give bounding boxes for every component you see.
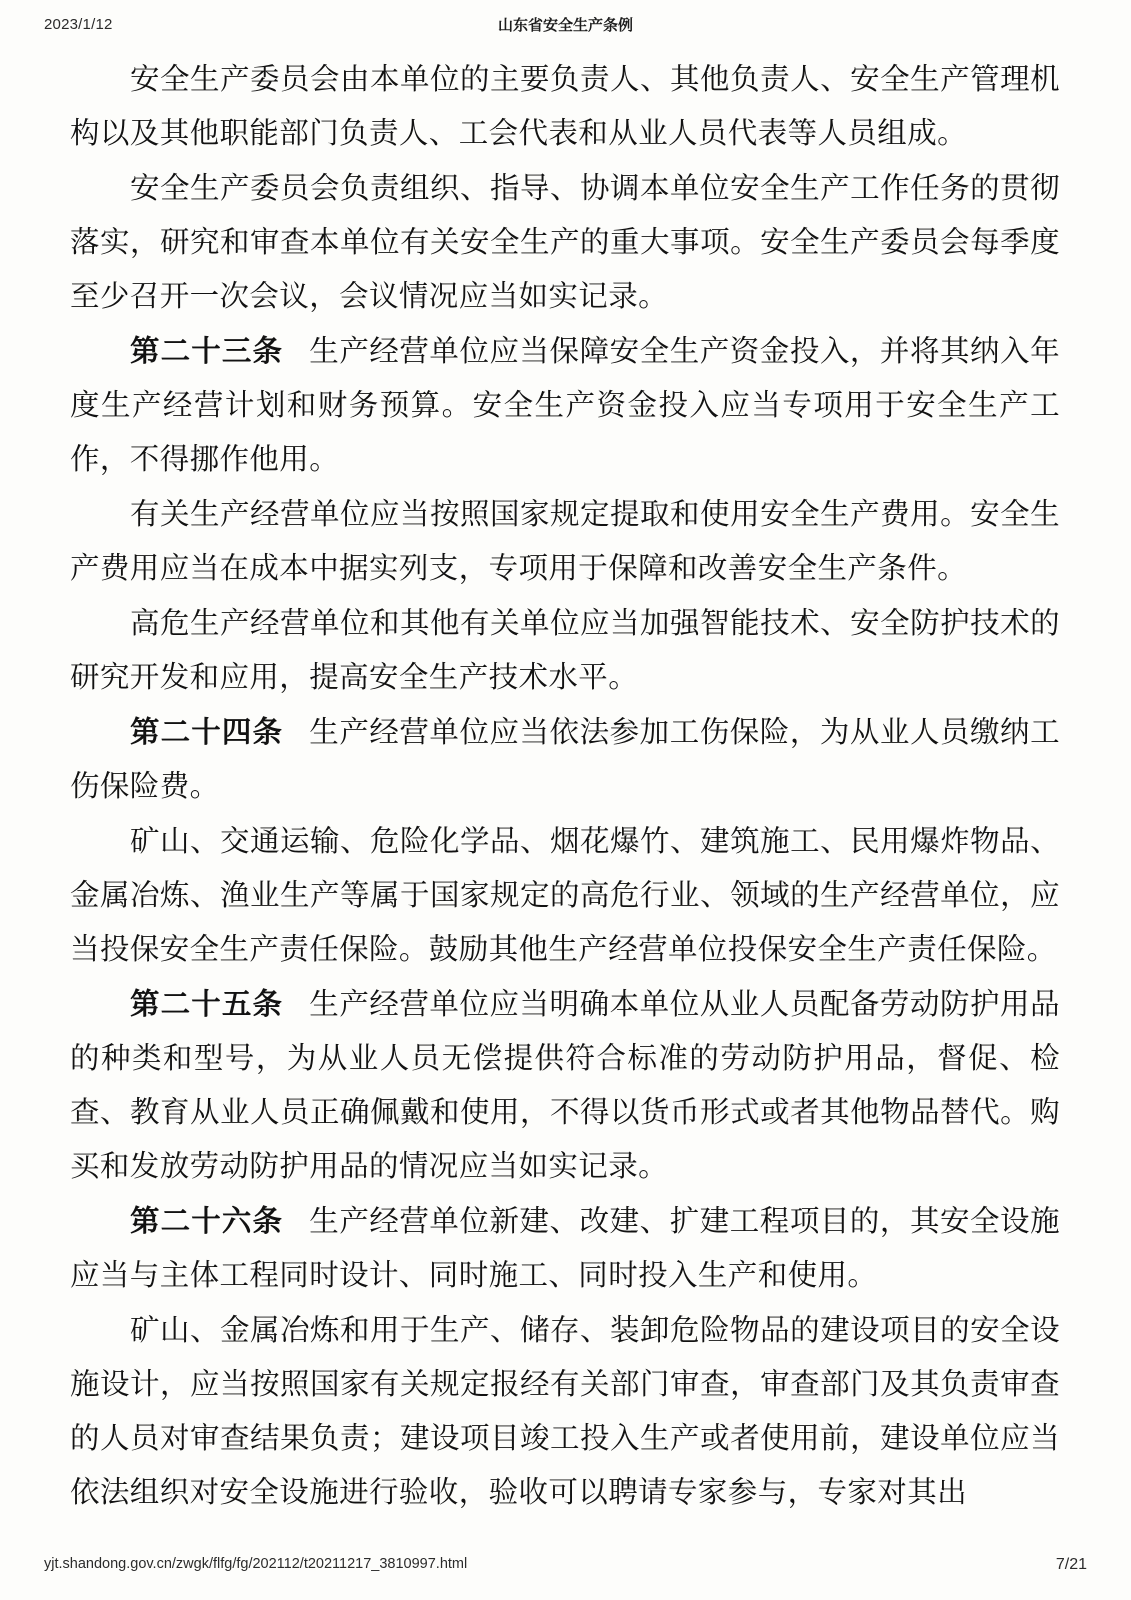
- article-paragraph: [70, 705, 1060, 813]
- header-title: 山东省安全生产条例: [497, 16, 633, 34]
- article-number: 第二十六条: [130, 1203, 284, 1238]
- source-url[interactable]: yjt.shandong.gov.cn/zwgk/flfg/fg/202112/t20211217_3810997.html: [44, 1556, 468, 1572]
- paragraph-text: 高危生产经营单位和其他有关单位应当加强智能技术、安全防护技术的研究开发和应用，提高安全生产技术水平。: [70, 606, 1060, 694]
- paragraph: [70, 487, 1060, 595]
- paragraph: [70, 1303, 1060, 1519]
- article-paragraph: [70, 977, 1060, 1193]
- paragraph-text: 安全生产委员会由本单位的主要负责人、其他负责人、安全生产管理机构以及其他职能部门负责人、工会代表和从业人员代表等人员组成。: [70, 62, 1060, 150]
- paragraph-text: 矿山、交通运输、危险化学品、烟花爆竹、建筑施工、民用爆炸物品、金属冶炼、渔业生产等属于国家规定的高危行业、领域的生产经营单位，应当投保安全生产责任保险。鼓励其他生产经营单位投保安全生产责任保险。: [70, 824, 1060, 966]
- paragraph: [70, 161, 1060, 323]
- article-number: 第二十四条: [130, 714, 284, 749]
- paragraph-text: 生产经营单位应当明确本单位从业人员配备劳动防护用品的种类和型号，为从业人员无偿提供符合标准的劳动防护用品，督促、检查、教育从业人员正确佩戴和使用，不得以货币形式或者其他物品替代。购买和发放劳动防护用品的情况应当如实记录。: [70, 987, 1060, 1183]
- paragraph-text: 有关生产经营单位应当按照国家规定提取和使用安全生产费用。安全生产费用应当在成本中据实列支，专项用于保障和改善安全生产条件。: [70, 497, 1060, 585]
- header-date: 2023/1/12: [44, 16, 113, 33]
- page-number: 7/21: [1055, 1556, 1087, 1573]
- paragraph-text: 生产经营单位应当依法参加工伤保险，为从业人员缴纳工伤保险费。: [70, 715, 1060, 803]
- paragraph: [70, 52, 1060, 160]
- page-footer: [0, 1556, 1131, 1578]
- page-header: [0, 14, 1131, 38]
- paragraph-text: 生产经营单位应当保障安全生产资金投入，并将其纳入年度生产经营计划和财务预算。安全生产资金投入应当专项用于安全生产工作，不得挪作他用。: [70, 334, 1060, 476]
- paragraph-text: 安全生产委员会负责组织、指导、协调本单位安全生产工作任务的贯彻落实，研究和审查本单位有关安全生产的重大事项。安全生产委员会每季度至少召开一次会议，会议情况应当如实记录。: [70, 171, 1060, 313]
- document-body: [70, 52, 1060, 1520]
- paragraph: [70, 596, 1060, 704]
- article-number: 第二十三条: [130, 333, 284, 368]
- paragraph: [70, 814, 1060, 976]
- article-paragraph: [70, 324, 1060, 486]
- article-paragraph: [70, 1194, 1060, 1302]
- paragraph-text: 矿山、金属冶炼和用于生产、储存、装卸危险物品的建设项目的安全设施设计，应当按照国家有关规定报经有关部门审查，审查部门及其负责审查的人员对审查结果负责；建设项目竣工投入生产或者使用前，建设单位应当依法组织对安全设施进行验收，验收可以聘请专家参与，专家对其出: [70, 1313, 1060, 1509]
- paragraph-text: 生产经营单位新建、改建、扩建工程项目的，其安全设施应当与主体工程同时设计、同时施工、同时投入生产和使用。: [70, 1204, 1060, 1292]
- article-number: 第二十五条: [130, 986, 284, 1021]
